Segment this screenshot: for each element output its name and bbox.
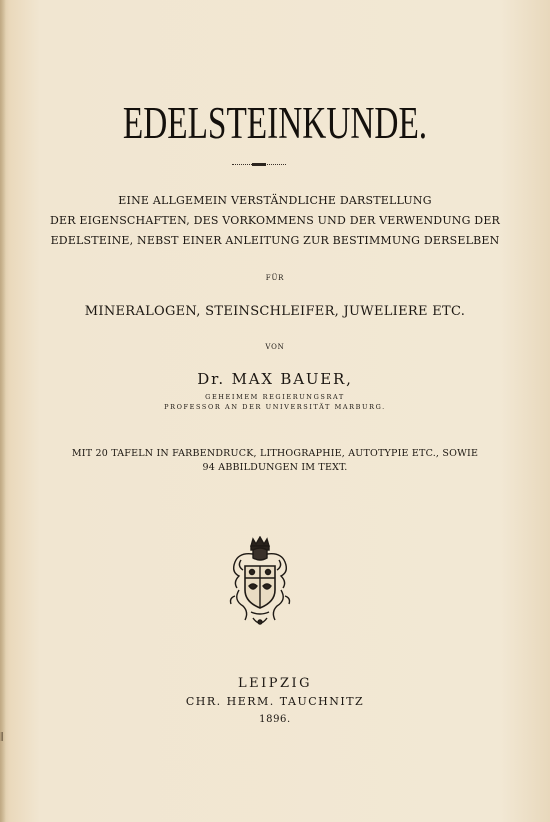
imprint-place: LEIPZIG <box>237 676 313 691</box>
plates-line-1: MIT 20 TAFELN IN FARBENDRUCK, LITHOGRAPHIE, AUTOTYPIE ETC., SOWIE <box>71 448 479 459</box>
imprint-publisher: CHR. HERM. TAUCHNITZ <box>185 695 365 708</box>
audience-line: MINERALOGEN, STEINSCHLEIFER, JUWELIERE ETC. <box>84 304 466 319</box>
author-rank-2: PROFESSOR AN DER UNIVERSITÄT MARBURG. <box>164 403 386 411</box>
margin-mark <box>0 732 3 741</box>
title-divider <box>232 164 286 166</box>
for-word: FÜR <box>265 274 285 282</box>
subtitle-line-3: EDELSTEINE, NEBST EINER ANLEITUNG ZUR BESTIMMUNG DERSELBEN <box>50 234 500 247</box>
subtitle-line-1: EINE ALLGEMEIN VERSTÄNDLICHE DARSTELLUNG <box>118 194 432 207</box>
book-title: EDELSTEINKUNDE. <box>122 98 428 148</box>
imprint-year: 1896. <box>259 714 291 725</box>
author-name: Dr. MAX BAUER, <box>197 370 353 388</box>
plates-line-2: 94 ABBILDUNGEN IM TEXT. <box>202 462 348 473</box>
author-rank-1: GEHEIMEM REGIERUNGSRAT <box>205 393 345 401</box>
by-word: VON <box>265 343 285 351</box>
subtitle-line-2: DER EIGENSCHAFTEN, DES VORKOMMENS UND DER VERWENDUNG DER <box>49 214 501 227</box>
publisher-emblem-icon <box>225 536 295 630</box>
